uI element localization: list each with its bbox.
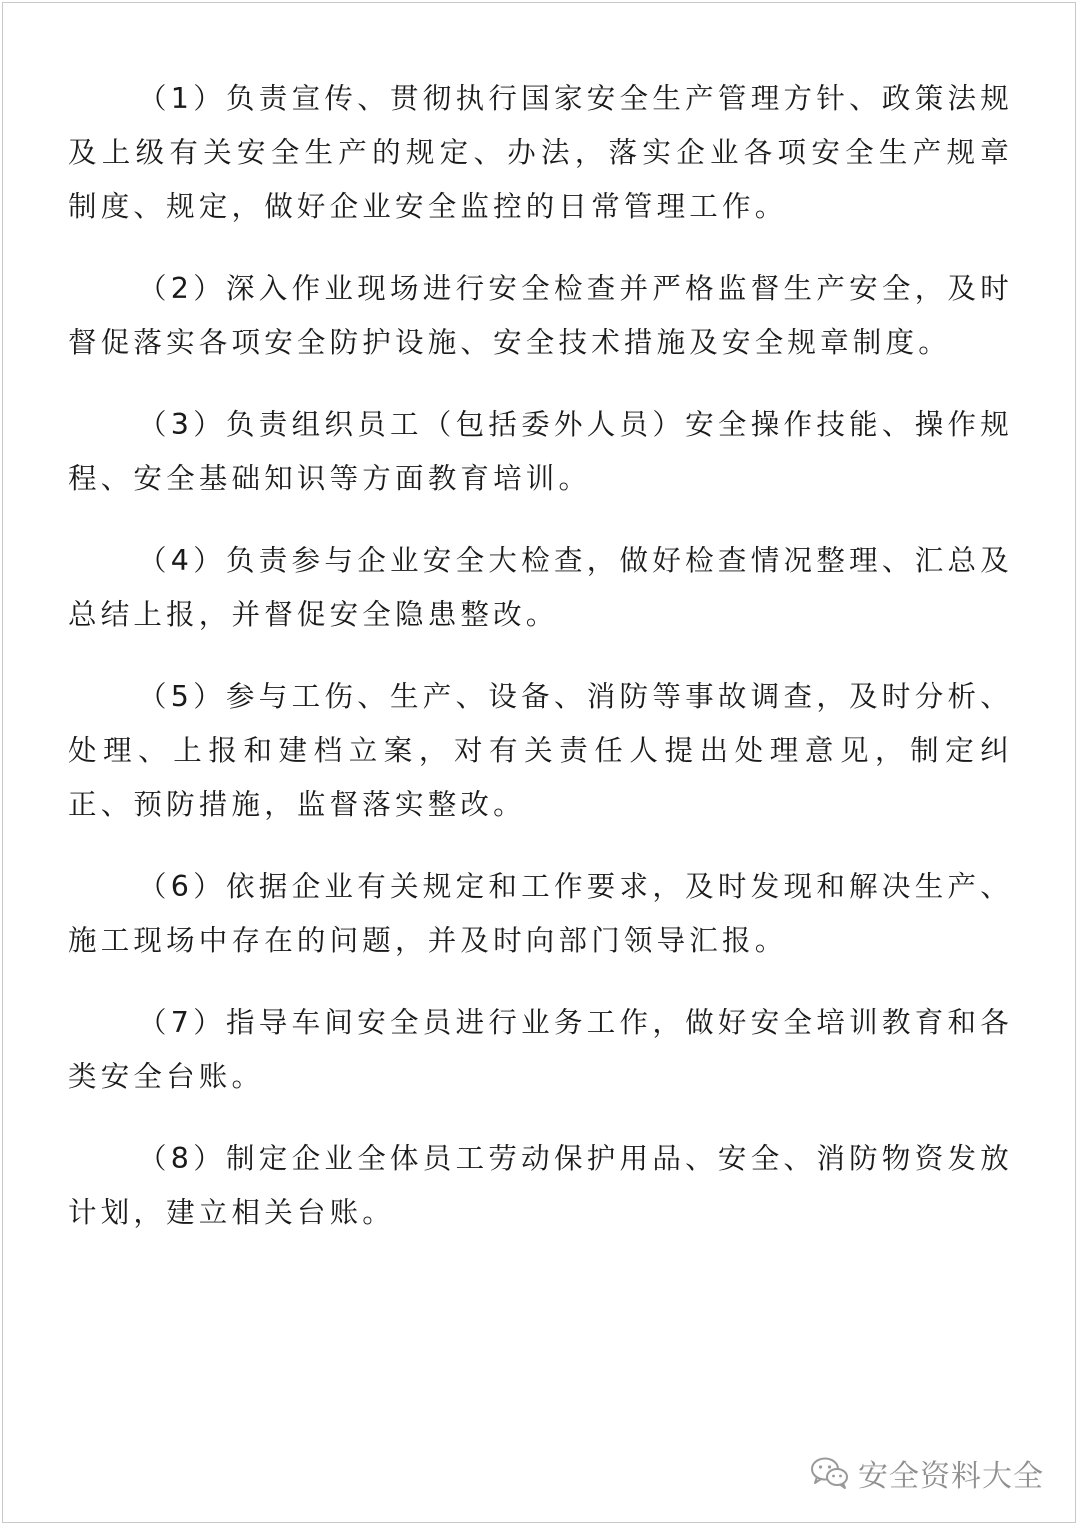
paragraph-2: （2）深入作业现场进行安全检查并严格监督生产安全，及时督促落实各项安全防护设施、安全技术措施及安全规章制度。	[68, 272, 1013, 359]
paragraph-8: （8）制定企业全体员工劳动保护用品、安全、消防物资发放计划，建立相关台账。	[68, 1142, 1013, 1229]
watermark	[810, 1448, 1044, 1498]
paragraph-6: （6）依据企业有关规定和工作要求，及时发现和解决生产、施工现场中存在的问题，并及时向部门领导汇报。	[68, 870, 1013, 957]
wechat-icon	[810, 1456, 850, 1490]
paragraph-4: （4）负责参与企业安全大检查，做好检查情况整理、汇总及总结上报，并督促安全隐患整改。	[68, 544, 1013, 631]
document-body	[68, 72, 1013, 1268]
paragraph-5: （5）参与工伤、生产、设备、消防等事故调查，及时分析、处理、上报和建档立案，对有关责任人提出处理意见，制定纠正、预防措施，监督落实整改。	[68, 680, 1013, 821]
paragraph-7: （7）指导车间安全员进行业务工作，做好安全培训教育和各类安全台账。	[68, 1006, 1013, 1093]
paragraph-3: （3）负责组织员工（包括委外人员）安全操作技能、操作规程、安全基础知识等方面教育培训。	[68, 408, 1013, 495]
paragraph-1: （1）负责宣传、贯彻执行国家安全生产管理方针、政策法规及上级有关安全生产的规定、办法，落实企业各项安全生产规章制度、规定，做好企业安全监控的日常管理工作。	[68, 82, 1013, 223]
watermark-label: 安全资料大全	[858, 1459, 1044, 1494]
